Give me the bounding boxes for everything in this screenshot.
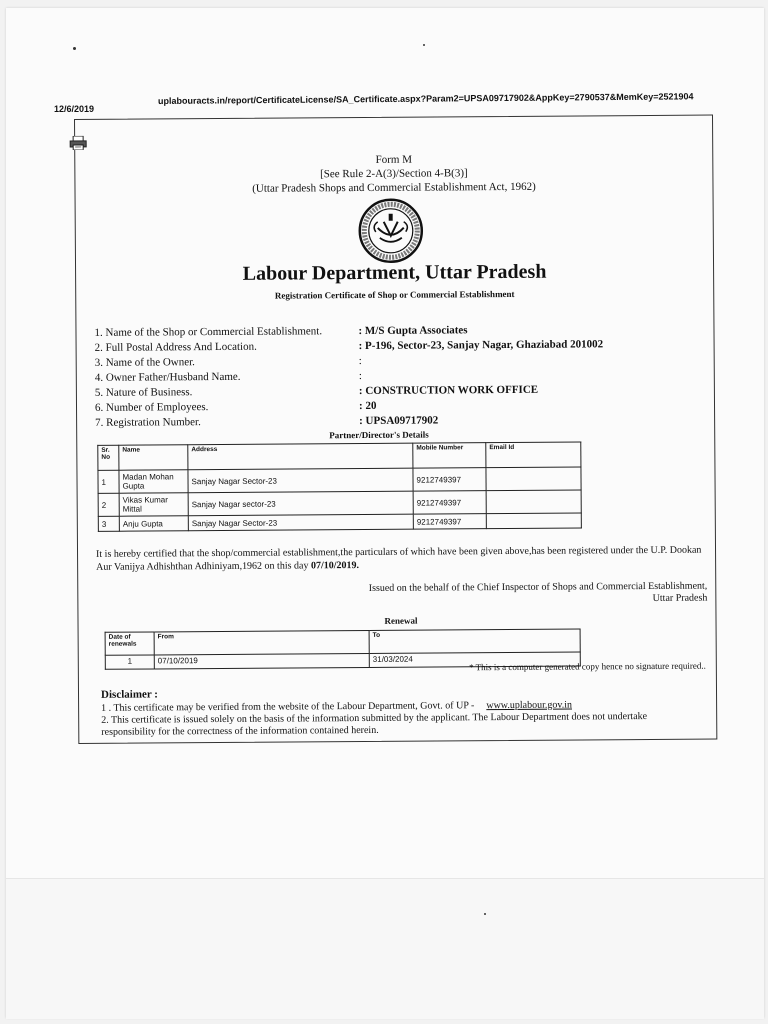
field-label: 7. Registration Number. [95,416,201,429]
table-cell: 31/03/2024 [369,652,580,667]
issued-line: Issued on the behalf of the Chief Inspector of Shops and Commercial Establishment, [368,580,708,594]
form-name: Form M [375,153,413,166]
field-value: : CONSTRUCTION WORK OFFICE [358,383,539,398]
column-header: To [369,629,580,653]
table-cell: Sanjay Nagar Sector-23 [188,514,413,531]
scan-speck [484,913,486,915]
field-label: 5. Nature of Business. [94,386,193,399]
field-value: : [358,354,362,368]
field-label: 1. Name of the Shop or Commercial Establishment. [94,325,323,339]
table-cell: 9212749397 [413,468,486,492]
certification-text: It is hereby certified that the shop/commercial establishment,the particulars of which have been given above,has been registered under the U.P. Dookan Aur Vanijya Adhishthan Adhiniyam,1962 on this day [96,544,702,573]
table-cell [486,490,581,514]
field-label: 2. Full Postal Address And Location. [94,340,257,354]
table-cell: 1 [105,655,154,669]
table-row [98,513,581,531]
print-date: 12/6/2019 [54,104,95,114]
renewal-title: Renewal [384,615,418,626]
table-header-row [98,442,581,470]
table-row [98,490,581,516]
table-cell: 3 [98,516,119,531]
field-value: : M/S Gupta Associates [358,324,468,338]
field-value: : P-196, Sector-23, Sanjay Nagar, Ghaziabad 201002 [358,338,604,353]
column-header: Email Id [486,442,581,468]
issued-line: Uttar Pradesh [652,592,708,604]
disclaimer-text: 1 . This certificate may be verified from the website of the Labour Department, Govt. of UP - [101,700,475,714]
field-label: 4. Owner Father/Husband Name. [94,370,241,384]
table-cell: 9212749397 [413,491,486,515]
field-value: : 20 [358,399,377,413]
table-cell: 07/10/2019 [154,653,369,669]
table-row [98,467,581,493]
column-header: Address [188,443,413,470]
page-lower-area [6,878,764,1019]
column-header: Sr. No [98,445,119,470]
table-cell [486,467,581,491]
table-cell: 2 [98,493,119,516]
registration-date: 07/10/2019. [310,560,360,572]
field-label: 3. Name of the Owner. [94,356,195,369]
labour-website-link[interactable]: www.uplabour.gov.in [486,699,573,712]
up-government-seal-icon [358,198,424,264]
disclaimer-body [101,699,701,739]
scan-speck [423,44,425,46]
field-label: 6. Number of Employees. [94,401,209,414]
table-cell: 1 [98,470,119,493]
print-url: uplabouracts.in/report/CertificateLicense/SA_Certificate.aspx?Param2=UPSA09717902&AppKey=2790537&MemKey=2521904 [157,91,694,106]
issued-on-behalf [369,581,708,607]
column-header: Mobile Number [413,443,486,469]
table-cell: Anju Gupta [119,516,188,531]
column-header: Name [119,445,188,470]
printer-icon[interactable] [69,136,87,150]
scan-speck [73,47,76,50]
disclaimer-title: Disclaimer : [100,688,158,701]
department-title: Labour Department, Uttar Pradesh [242,260,547,285]
field-value: : UPSA09717902 [359,414,439,428]
rule-reference: [See Rule 2-A(3)/Section 4-B(3)] [320,167,468,181]
partner-details-title: Partner/Director's Details [329,429,429,441]
computer-generated-note: * This is a computer generated copy hence no signature required.. [469,660,706,673]
table-cell: Vikas Kumar Mittal [119,493,188,516]
column-header: Date of renewals [105,632,154,655]
partner-table [97,441,582,531]
certification-statement [96,544,708,574]
table-header-row [105,629,580,655]
field-row [95,414,439,431]
table-cell: Madan Mohan Gupta [119,470,188,493]
table-cell: Sanjay Nagar Sector-23 [188,468,413,493]
certificate-frame [74,115,717,744]
act-reference: (Uttar Pradesh Shops and Commercial Establishment Act, 1962) [252,180,536,195]
table-cell: Sanjay Nagar sector-23 [188,491,413,516]
column-header: From [154,630,369,655]
certificate-subtitle: Registration Certificate of Shop or Commercial Establishment [274,288,515,301]
establishment-details [94,324,604,431]
table-cell [486,513,581,529]
table-cell: 9212749397 [413,514,486,530]
disclaimer-item: 2. This certificate is issued solely on the basis of the information submitted by the applicant. The Labour Department does not undertake responsibility for the correctness of the information contained herein. [101,711,648,738]
field-value: : [358,369,362,383]
